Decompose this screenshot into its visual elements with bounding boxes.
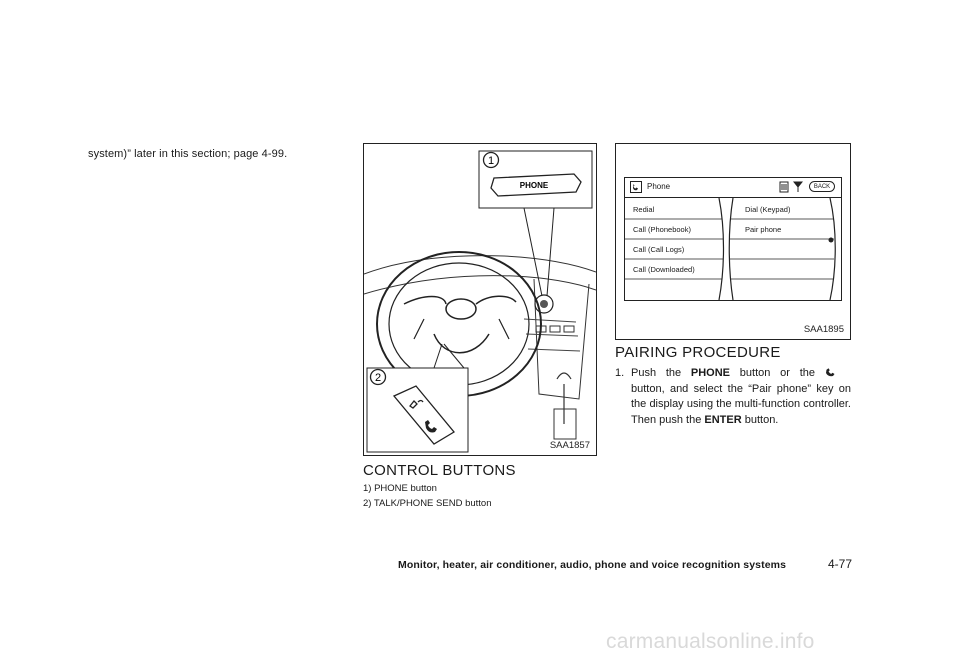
list-item: 2) TALK/PHONE SEND button (363, 498, 492, 509)
phone-send-icon (825, 367, 837, 377)
figure-code: SAA1895 (803, 324, 844, 335)
phone-button-name: PHONE (690, 367, 731, 379)
list-item: 1) PHONE button (363, 483, 437, 494)
menu-item-call-downloaded[interactable]: Call (Downloaded) (633, 265, 695, 274)
screen-header (625, 178, 841, 198)
intro-text: system)” later in this section; page 4-99. (88, 148, 288, 160)
section-heading-pairing-procedure: PAIRING PROCEDURE (615, 344, 781, 361)
display-screen (624, 177, 842, 301)
back-button[interactable]: BACK (809, 181, 835, 192)
figure-steering-wheel (363, 143, 597, 456)
enter-button-name: ENTER (704, 413, 742, 426)
menu-item-call-phonebook[interactable]: Call (Phonebook) (633, 225, 691, 234)
pairing-step-1 (615, 366, 851, 428)
menu-item-pair-phone[interactable]: Pair phone (745, 225, 782, 234)
section-heading-control-buttons: CONTROL BUTTONS (363, 462, 516, 479)
footer-section-title: Monitor, heater, air conditioner, audio, phone and voice recognition systems (398, 559, 787, 571)
step-text: Push the PHONE button or thebutton, and select the “Pair phone” key on the display using the multi-function controller. Then push the ENTER button. (631, 367, 851, 426)
screen-title: Phone (647, 182, 671, 191)
menu-item-call-logs[interactable]: Call (Call Logs) (633, 245, 685, 254)
steering-wheel-illustration (364, 144, 596, 455)
signal-strength-icon (793, 181, 803, 193)
menu-item-dial-keypad[interactable]: Dial (Keypad) (745, 205, 791, 214)
figure-code: SAA1857 (549, 440, 590, 451)
phonebook-status-icon (779, 181, 789, 193)
phone-icon (630, 181, 642, 193)
control-buttons-list (363, 481, 491, 511)
callout-2-number: 2 (374, 372, 382, 384)
step-number: 1. (615, 367, 625, 379)
menu-item-redial[interactable]: Redial (633, 205, 655, 214)
callout-1-number: 1 (487, 155, 495, 167)
figure-phone-screen (615, 143, 851, 340)
phone-key-label: PHONE (519, 181, 549, 190)
watermark: carmanualsonline.info (606, 630, 815, 653)
page-number: 4-77 (828, 557, 853, 571)
